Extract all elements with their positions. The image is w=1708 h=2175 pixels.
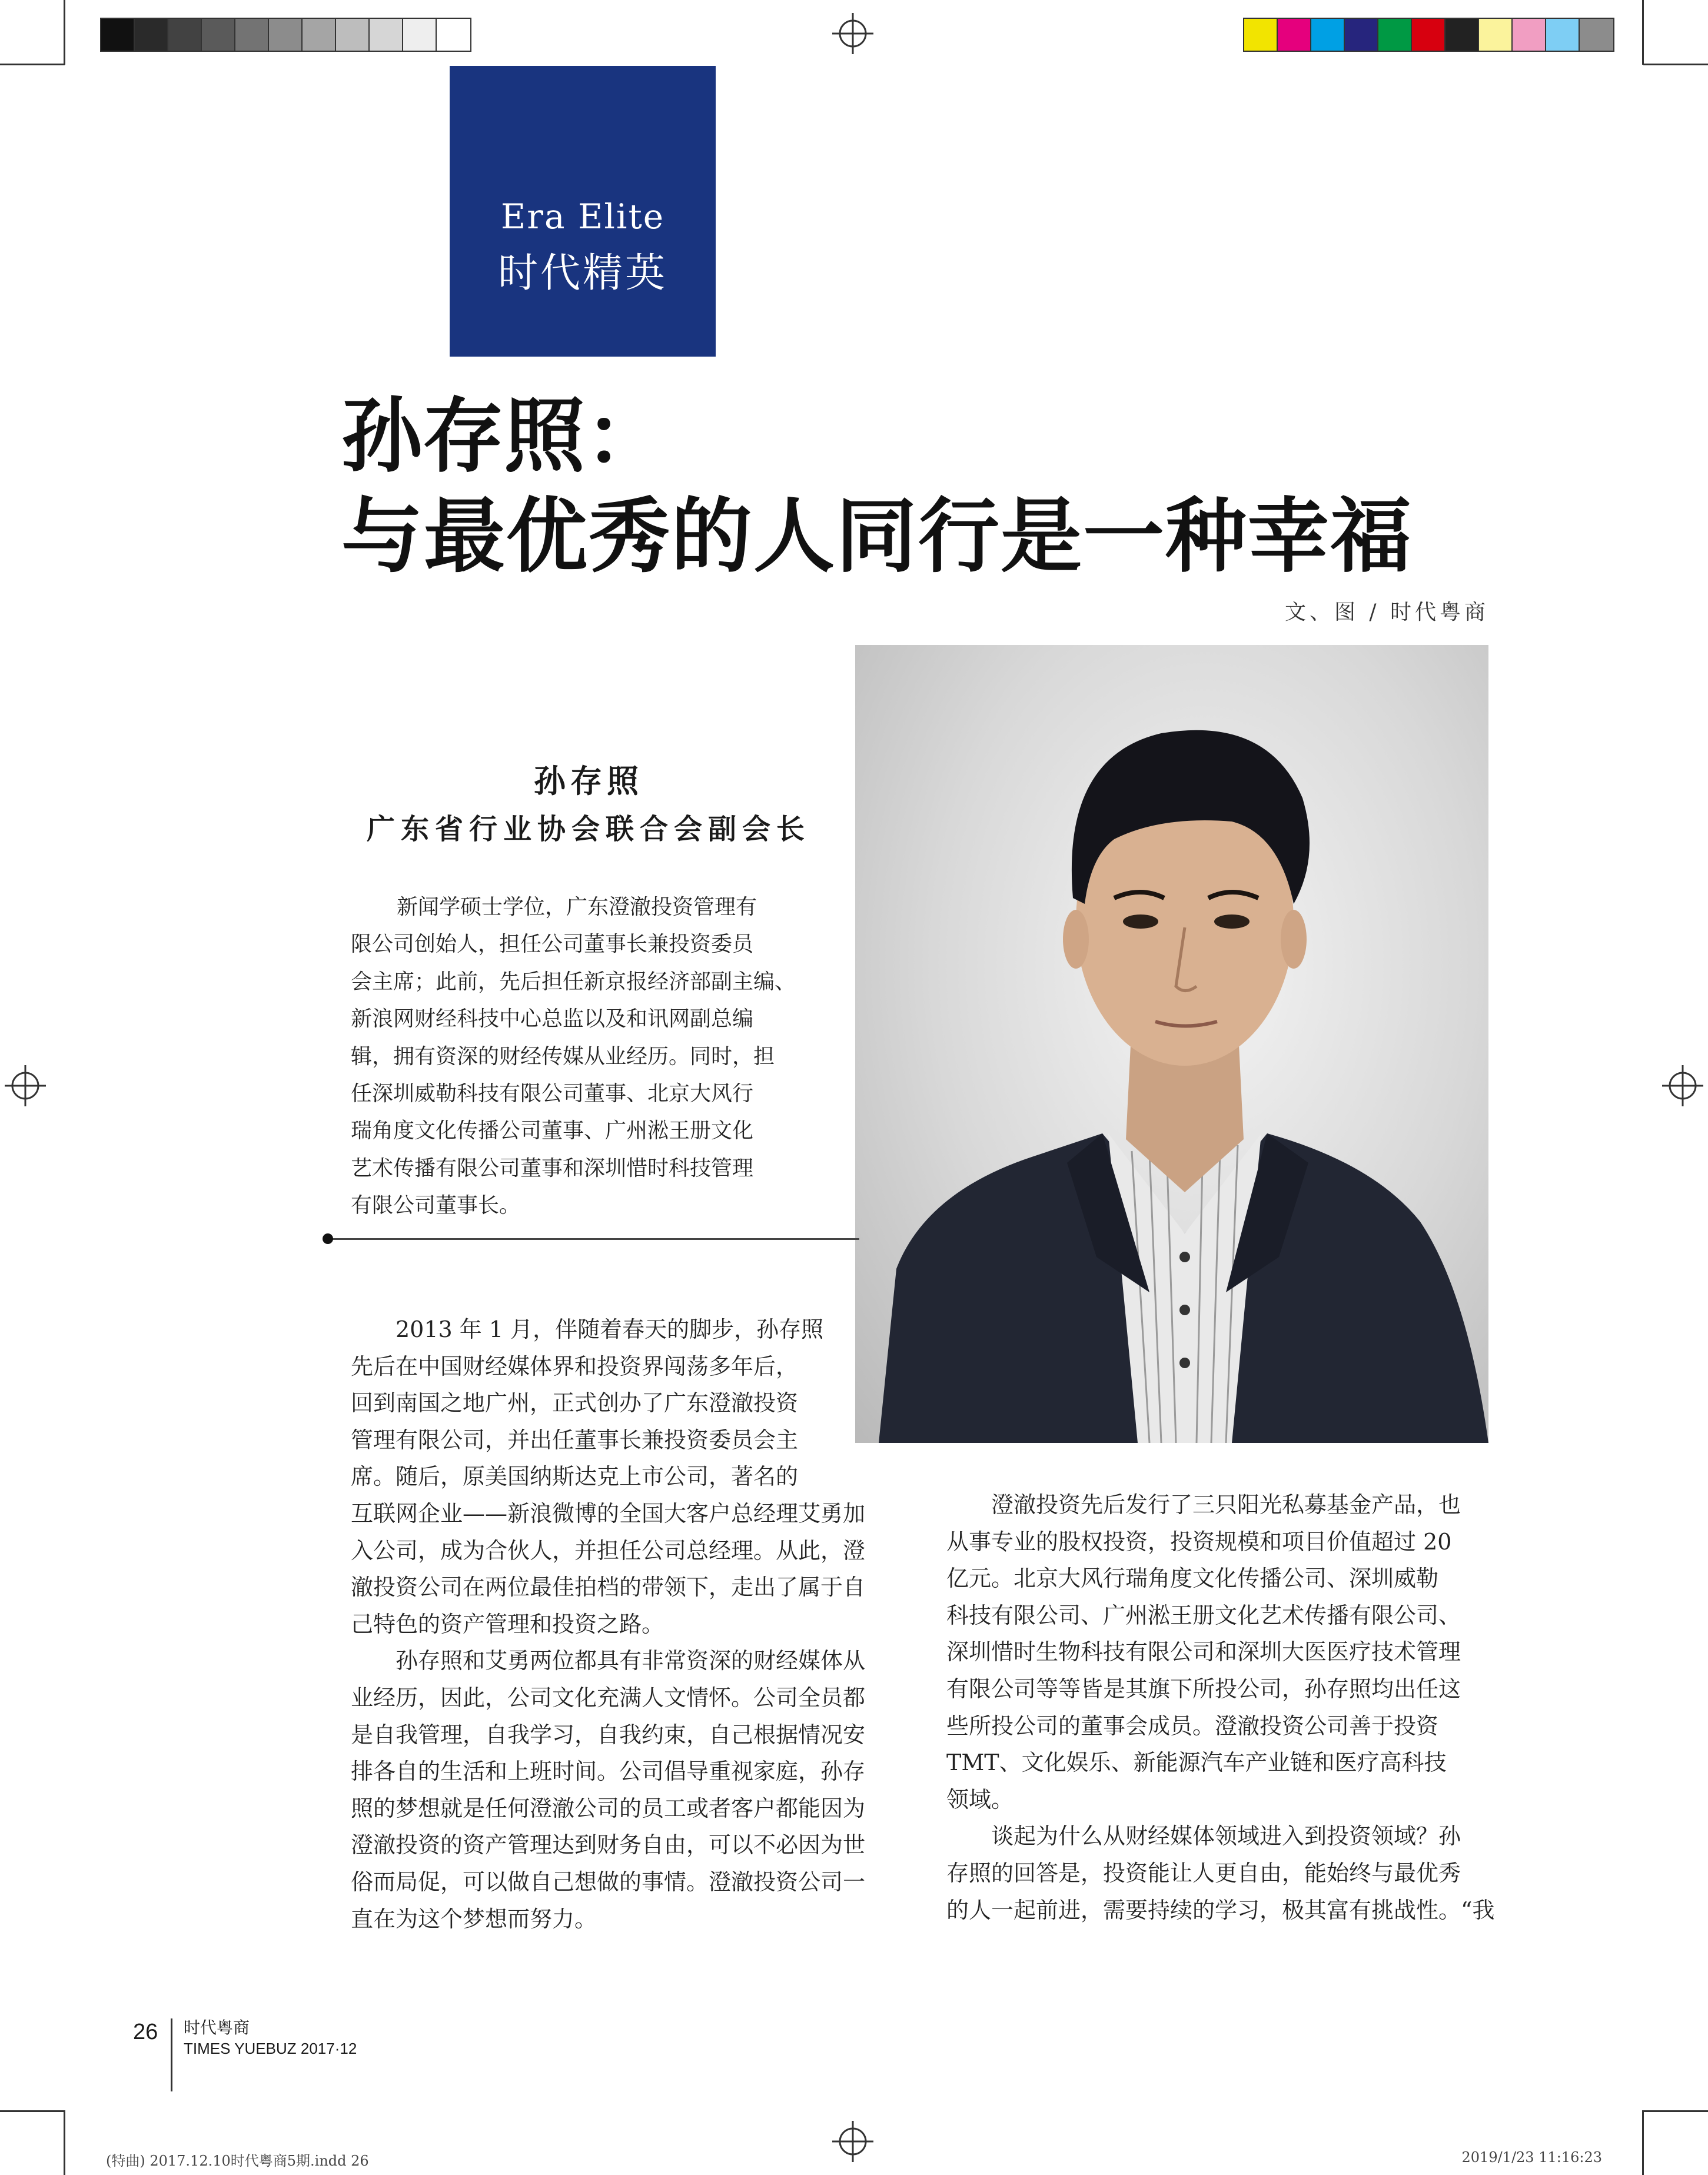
registration-mark-icon <box>5 1065 46 1106</box>
profile-title: 广东省行业协会联合会副会长 <box>366 813 810 846</box>
body-line: 存照的回答是，投资能让人更自由，能始终与最优秀 <box>946 1860 1461 1886</box>
color-swatch <box>303 19 336 51</box>
body-line: 2013 年 1 月，伴随着春天的脚步，孙存照 <box>396 1316 824 1342</box>
body-line: 澄澈投资的资产管理达到财务自由，可以不必因为世 <box>351 1832 866 1858</box>
byline: 文、图 / 时代粤商 <box>1284 600 1489 624</box>
crop-mark <box>1643 2110 1708 2112</box>
color-swatch <box>1546 19 1580 51</box>
body-line: 孙存照和艾勇两位都具有非常资深的财经媒体从 <box>396 1648 866 1674</box>
crop-mark <box>0 2110 65 2112</box>
body-line: 是自我管理，自我学习，自我约束，自己根据情况安 <box>351 1721 866 1748</box>
bio-line: 新闻学硕士学位，广东澄澈投资管理有 <box>397 895 757 919</box>
section-tag-zh: 时代精英 <box>497 250 667 297</box>
body-line: 己特色的资产管理和投资之路。 <box>351 1611 664 1637</box>
color-swatch <box>1412 19 1446 51</box>
color-swatch <box>1378 19 1412 51</box>
crop-mark <box>64 0 65 65</box>
body-line: 谈起为什么从财经媒体领域进入到投资领域？孙 <box>991 1823 1461 1850</box>
registration-mark-icon <box>1662 1065 1703 1106</box>
section-tag <box>450 66 716 357</box>
body-line: 业经历，因此，公司文化充满人文情怀。公司全员都 <box>351 1684 866 1711</box>
body-line: 入公司，成为合伙人，并担任公司总经理。从此，澄 <box>351 1537 866 1564</box>
bio-line: 有限公司董事长。 <box>351 1193 521 1218</box>
magazine-name: 时代粤商 <box>184 2018 250 2037</box>
page-number: 26 <box>133 2020 158 2044</box>
magazine-issue: TIMES YUEBUZ 2017·12 <box>184 2040 357 2057</box>
color-swatch <box>370 19 403 51</box>
registration-mark-icon <box>832 13 873 54</box>
body-line: 深圳惜时生物科技有限公司和深圳大医医疗技术管理 <box>946 1639 1461 1665</box>
divider-dot <box>323 1233 333 1244</box>
body-line: 排各自的生活和上班时间。公司倡导重视家庭，孙存 <box>351 1758 866 1785</box>
color-swatch <box>336 19 370 51</box>
color-swatch <box>1244 19 1278 51</box>
body-line: 澄澈投资先后发行了三只阳光私募基金产品，也 <box>991 1492 1461 1518</box>
body-line: 的人一起前进，需要持续的学习，极其富有挑战性。“我 <box>946 1897 1495 1923</box>
body-line: 科技有限公司、广州淞王册文化艺术传播有限公司、 <box>946 1602 1461 1628</box>
color-swatch <box>1345 19 1378 51</box>
color-swatch <box>437 19 470 51</box>
profile-bio <box>351 889 810 1225</box>
bio-line: 限公司创始人，担任公司董事长兼投资委员 <box>351 932 754 957</box>
color-swatch <box>1513 19 1546 51</box>
color-swatch <box>168 19 202 51</box>
portrait-illustration <box>855 645 1488 1443</box>
color-swatch <box>1580 19 1613 51</box>
color-swatch <box>1278 19 1311 51</box>
crop-mark <box>1642 0 1644 65</box>
headline-line-1: 孙存照： <box>341 388 667 484</box>
headline-line-2: 与最优秀的人同行是一种幸福 <box>341 488 1413 584</box>
crop-mark <box>0 64 65 65</box>
body-line: 管理有限公司，并出任董事长兼投资委员会主 <box>351 1426 799 1453</box>
body-column-right <box>946 1486 1494 1928</box>
color-swatch <box>235 19 269 51</box>
file-slug: (特曲) 2017.12.10时代粤商5期.indd 26 <box>106 2153 369 2169</box>
color-swatch <box>1446 19 1479 51</box>
section-tag-en: Era Elite <box>500 197 665 237</box>
color-swatch <box>101 19 135 51</box>
bio-line: 瑞角度文化传播公司董事、广州淞王册文化 <box>351 1119 754 1143</box>
bio-line: 新浪网财经科技中心总监以及和讯网副总编 <box>351 1007 754 1032</box>
profile-name: 孙存照 <box>534 762 643 800</box>
portrait-photo <box>855 645 1488 1443</box>
body-line: 照的梦想就是任何澄澈公司的员工或者客户都能因为 <box>351 1795 866 1821</box>
section-divider <box>330 1238 859 1240</box>
body-line: 直在为这个梦想而努力。 <box>351 1905 597 1932</box>
crop-mark <box>1642 2110 1644 2175</box>
body-line: 领域。 <box>946 1786 1014 1812</box>
registration-mark-icon <box>832 2121 873 2162</box>
body-line: 些所投公司的董事会成员。澄澈投资公司善于投资 <box>946 1712 1439 1739</box>
body-line: 俗而局促，可以做自己想做的事情。澄澈投资公司一 <box>351 1868 866 1895</box>
footer-separator <box>171 2018 172 2091</box>
body-line: 回到南国之地广州，正式创办了广东澄澈投资 <box>351 1390 799 1416</box>
color-swatch <box>1479 19 1513 51</box>
body-line: 有限公司等等皆是其旗下所投公司，孙存照均出任这 <box>946 1675 1461 1702</box>
body-line: 席。随后，原美国纳斯达克上市公司，著名的 <box>351 1464 799 1490</box>
print-timestamp: 2019/1/23 11:16:23 <box>1461 2149 1602 2166</box>
color-swatch <box>135 19 168 51</box>
body-column-left <box>351 1311 865 1937</box>
bio-line: 辑，拥有资深的财经传媒从业经历。同时，担 <box>351 1044 775 1069</box>
bio-line: 艺术传播有限公司董事和深圳惜时科技管理 <box>351 1156 754 1180</box>
body-line: 互联网企业——新浪微博的全国大客户总经理艾勇加 <box>351 1500 866 1527</box>
bio-line: 会主席；此前，先后担任新京报经济部副主编、 <box>351 969 796 994</box>
body-line: 澈投资公司在两位最佳拍档的带领下，走出了属于自 <box>351 1574 866 1601</box>
crop-mark <box>1643 64 1708 65</box>
body-line: 从事专业的股权投资，投资规模和项目价值超过 20 <box>946 1528 1452 1555</box>
bio-line: 任深圳威勒科技有限公司董事、北京大风行 <box>351 1081 754 1106</box>
color-swatch <box>269 19 303 51</box>
body-line: TMT、文化娱乐、新能源汽车产业链和医疗高科技 <box>946 1750 1447 1776</box>
color-swatch <box>403 19 437 51</box>
color-swatch <box>202 19 235 51</box>
body-line: 亿元。北京大风行瑞角度文化传播公司、深圳威勒 <box>946 1565 1439 1592</box>
color-swatch <box>1311 19 1345 51</box>
grayscale-bar <box>100 18 471 52</box>
color-bar <box>1243 18 1614 52</box>
body-line: 先后在中国财经媒体界和投资界闯荡多年后， <box>351 1353 799 1379</box>
crop-mark <box>64 2110 65 2175</box>
